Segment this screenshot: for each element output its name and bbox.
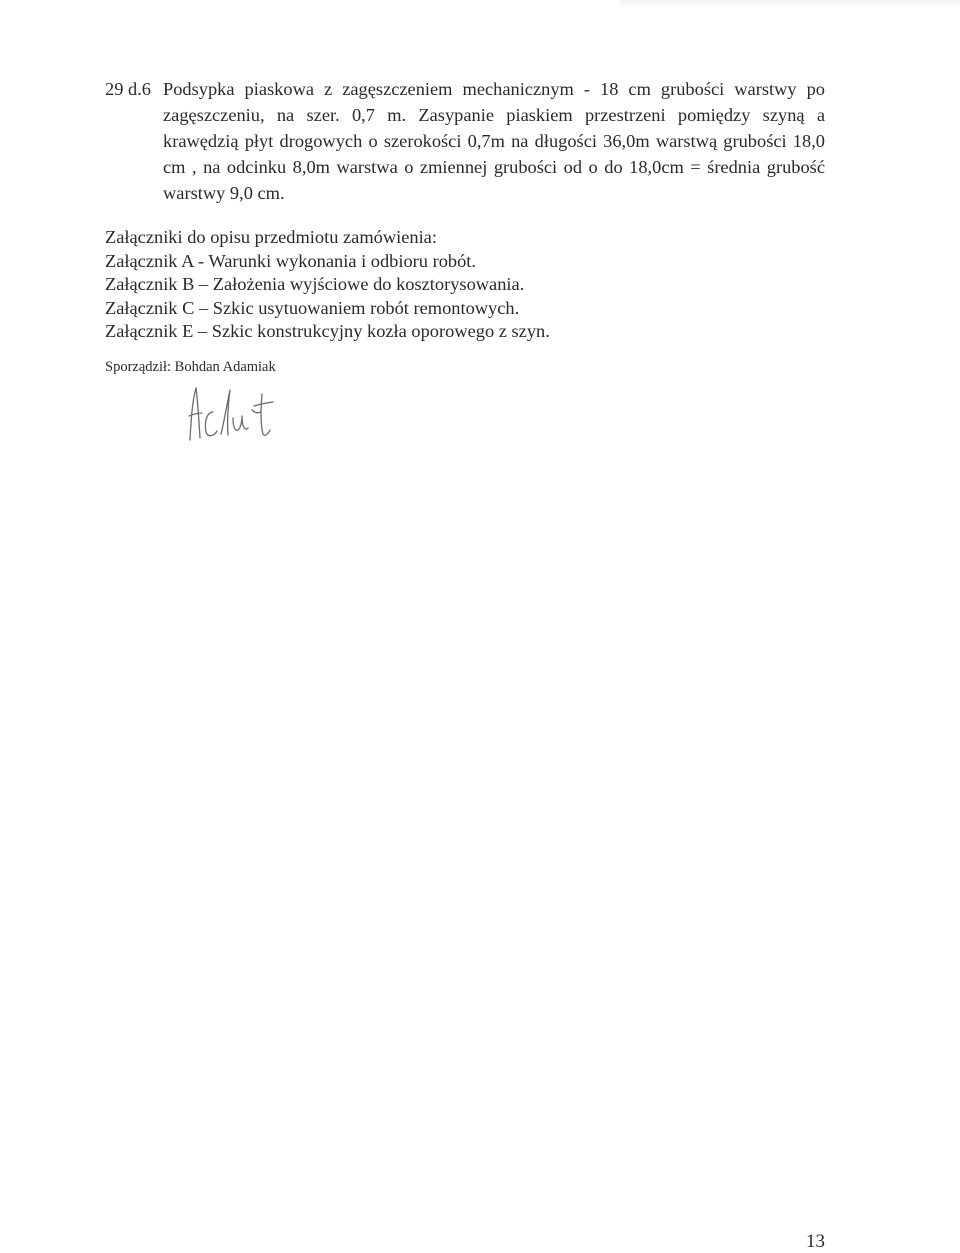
spec-item — [105, 76, 825, 206]
attachments-heading: Załączniki do opisu przedmiotu zamówienia: — [105, 227, 437, 247]
prepared-by: Sporządził: Bohdan Adamiak — [105, 359, 276, 375]
attachment-item-c: Załącznik C – Szkic usytuowaniem robót remontowych. — [105, 297, 520, 318]
scan-edge-shadow — [620, 0, 960, 8]
attachments-list — [105, 226, 825, 344]
page-number: 13 — [806, 1231, 825, 1252]
item-description: Podsypka piaskowa z zagęszczeniem mechanicznym - 18 cm grubości warstwy po zagęszczeniu, na szer. 0,7 m. Zasypanie piaskiem przestrzeni pomiędzy szyną a krawędzią płyt drogowych o szerokości 0,7m na długości 36,0m warstwą grubości 18,0 cm , na odcinku 8,0m warstwa o zmiennej grubości od o do 18,0cm = średnia grubość warstwy 9,0 cm. — [163, 79, 825, 203]
handwritten-signature — [180, 382, 276, 446]
attachment-item-a: Załącznik A - Warunki wykonania i odbioru robót. — [105, 250, 477, 271]
item-number: 29 d.6 — [105, 79, 151, 99]
attachment-item-b: Załącznik B – Założenia wyjściowe do kosztorysowania. — [105, 274, 525, 295]
attachment-item-e: Załącznik E – Szkic konstrukcyjny kozła oporowego z szyn. — [105, 321, 550, 342]
